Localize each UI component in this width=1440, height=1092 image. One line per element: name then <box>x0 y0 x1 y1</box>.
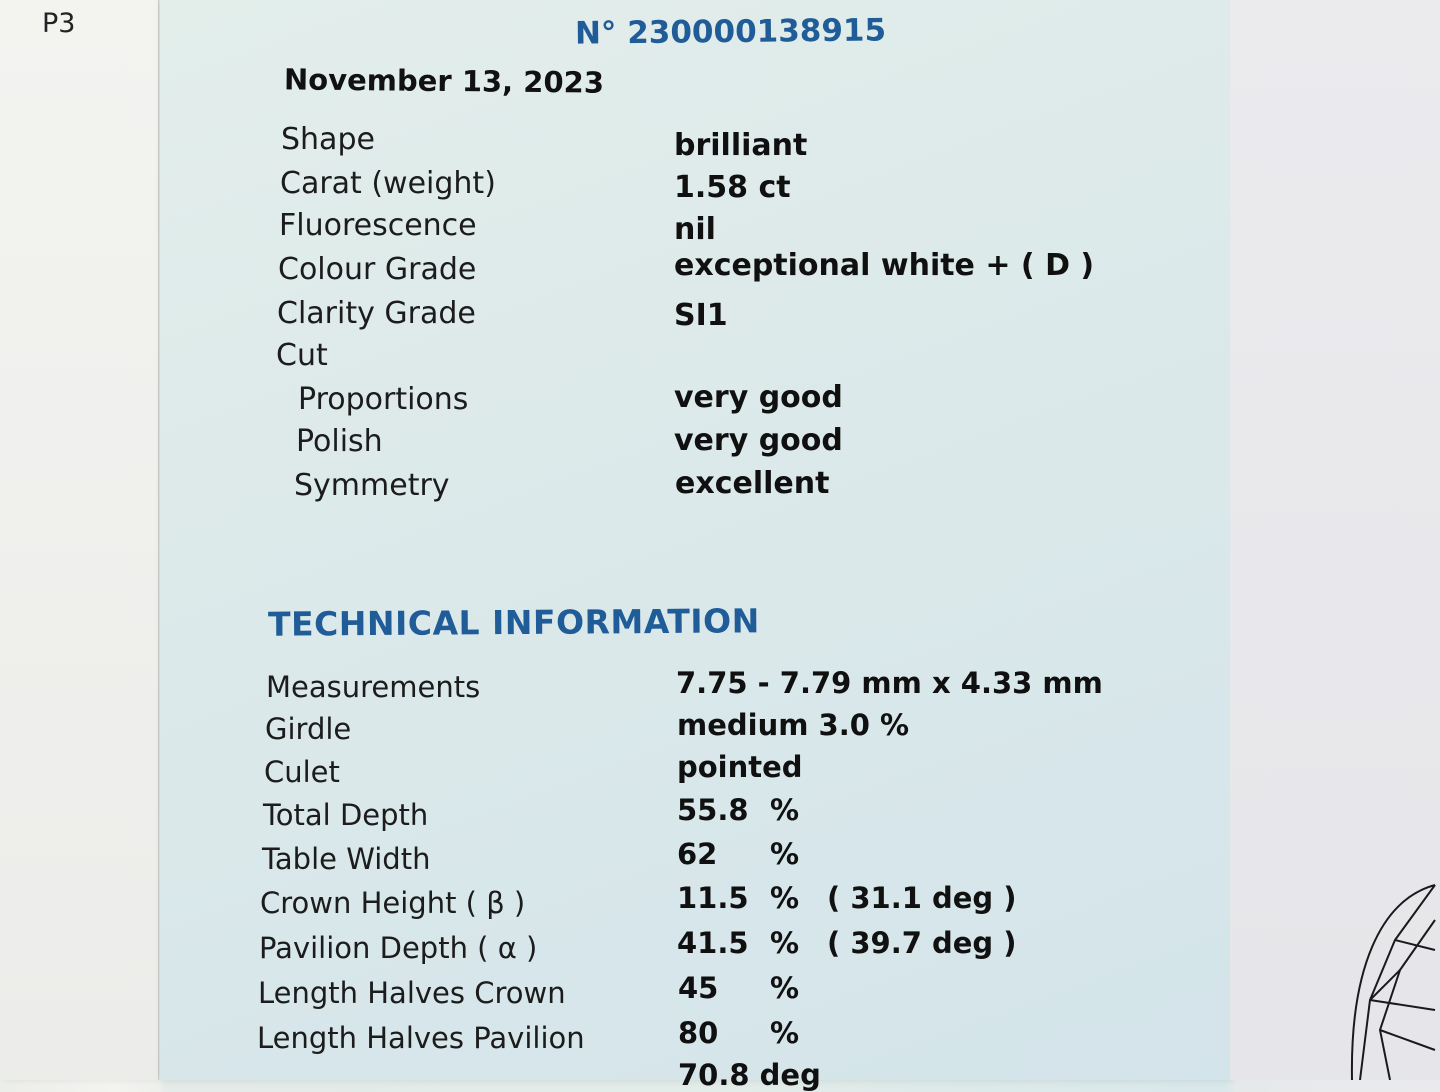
tech-unit-total-depth: % <box>770 793 800 827</box>
tech-label-table-width: Table Width <box>262 842 431 876</box>
grading-label-carat: Carat (weight) <box>280 166 496 201</box>
tech-unit-length-halves-pavilion: % <box>770 1016 800 1050</box>
grading-value-polish: very good <box>674 423 843 458</box>
grading-label-symmetry: Symmetry <box>294 468 450 503</box>
tech-value-total-depth: 55.8 <box>677 793 749 827</box>
tech-value-cut-off-row: 70.8 deg <box>678 1058 821 1092</box>
tech-label-girdle: Girdle <box>265 712 352 746</box>
diamond-facet-diagram-icon <box>1340 880 1440 1080</box>
tech-value-table-width: 62 <box>677 837 718 871</box>
tech-value-length-halves-crown: 45 <box>678 971 719 1005</box>
certificate-number: N° 230000138915 <box>574 12 887 52</box>
tech-value-crown-height: 11.5 <box>677 881 749 915</box>
tech-value-culet: pointed <box>677 750 803 784</box>
grading-value-shape: brilliant <box>674 128 808 163</box>
grading-value-fluorescence: nil <box>674 212 716 247</box>
page-tag: P3 <box>42 8 76 39</box>
tech-label-pavilion-depth: Pavilion Depth ( α ) <box>259 931 538 965</box>
grading-label-polish: Polish <box>296 424 383 459</box>
grading-value-clarity: SI1 <box>674 298 728 333</box>
grading-label-proportions: Proportions <box>298 382 469 417</box>
tech-value-girdle: medium 3.0 % <box>677 708 910 742</box>
grading-label-cut: Cut <box>276 338 328 373</box>
tech-label-measurements: Measurements <box>266 670 481 704</box>
tech-label-culet: Culet <box>264 755 340 789</box>
technical-heading: TECHNICAL INFORMATION <box>267 601 760 644</box>
grading-label-colour: Colour Grade <box>278 252 477 287</box>
grading-value-colour: exceptional white + ( D ) <box>674 248 1095 283</box>
tech-unit-length-halves-crown: % <box>770 971 800 1005</box>
tech-extra-pavilion-angle: ( 39.7 deg ) <box>827 926 1017 960</box>
tech-label-length-halves-crown: Length Halves Crown <box>258 976 566 1010</box>
grading-value-proportions: very good <box>674 380 843 415</box>
tech-label-total-depth: Total Depth <box>263 798 429 832</box>
grading-value-symmetry: excellent <box>675 466 830 501</box>
certificate-date: November 13, 2023 <box>283 62 605 100</box>
tech-unit-pavilion-depth: % <box>770 926 800 960</box>
grading-value-carat: 1.58 ct <box>674 170 791 205</box>
tech-unit-crown-height: % <box>770 881 800 915</box>
tech-label-length-halves-pavilion: Length Halves Pavilion <box>257 1021 585 1055</box>
tech-value-pavilion-depth: 41.5 <box>677 926 749 960</box>
grading-label-shape: Shape <box>281 122 375 157</box>
tech-unit-table-width: % <box>770 837 800 871</box>
tech-value-measurements: 7.75 - 7.79 mm x 4.33 mm <box>676 666 1103 700</box>
tech-value-length-halves-pavilion: 80 <box>678 1016 719 1050</box>
tech-extra-crown-angle: ( 31.1 deg ) <box>827 881 1017 915</box>
grading-label-fluorescence: Fluorescence <box>279 208 477 243</box>
adjacent-page-left <box>0 0 159 1080</box>
grading-label-clarity: Clarity Grade <box>277 296 476 331</box>
tech-label-crown-height: Crown Height ( β ) <box>260 886 526 920</box>
